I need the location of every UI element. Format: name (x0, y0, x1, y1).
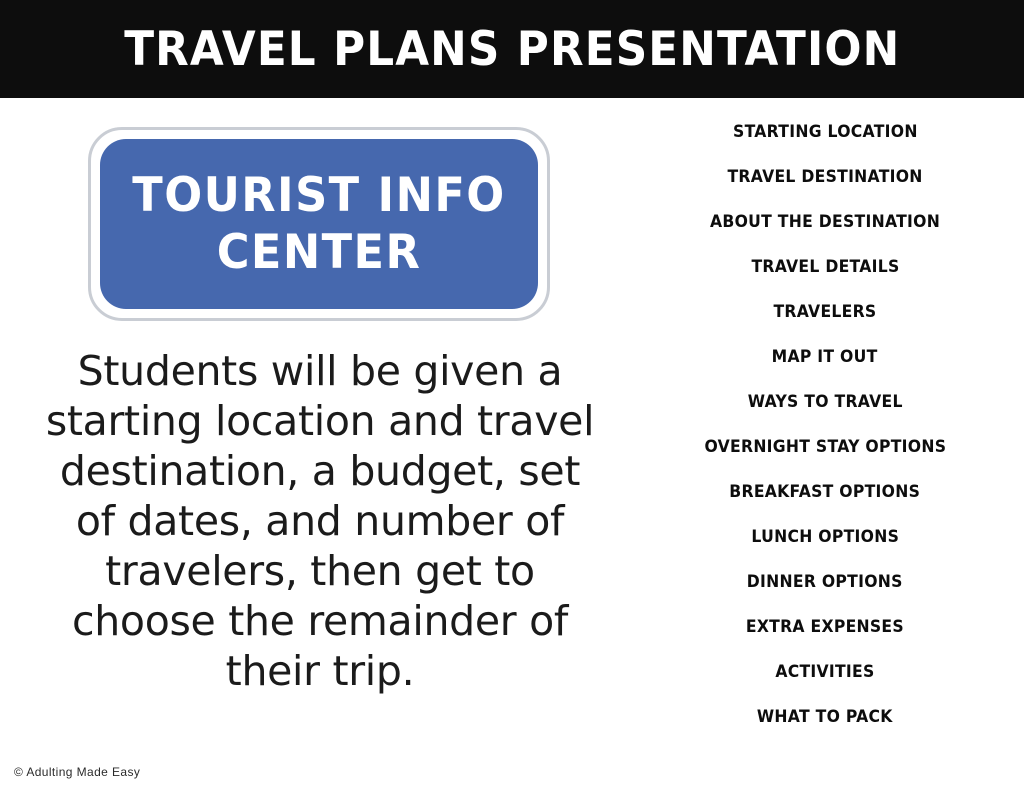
sign-label: TOURIST INFO CENTER (132, 167, 506, 280)
list-item: ACTIVITIES (775, 662, 875, 682)
list-item: DINNER OPTIONS (747, 572, 903, 592)
page-title: TRAVEL PLANS PRESENTATION (123, 21, 901, 77)
list-item: STARTING LOCATION (732, 122, 918, 142)
list-item: OVERNIGHT STAY OPTIONS (704, 437, 946, 457)
left-column (0, 98, 626, 791)
list-item: BREAKFAST OPTIONS (729, 482, 921, 502)
sign-panel (100, 139, 538, 309)
topics-list (626, 124, 1024, 726)
list-item: TRAVEL DETAILS (750, 257, 900, 277)
list-item: TRAVEL DESTINATION (727, 167, 923, 187)
list-item: WHAT TO PACK (757, 707, 893, 727)
list-item: WAYS TO TRAVEL (747, 392, 903, 412)
slide-content (0, 98, 1024, 791)
list-item: LUNCH OPTIONS (751, 527, 899, 547)
list-item: EXTRA EXPENSES (745, 617, 905, 637)
copyright-credit: © Adulting Made Easy (14, 765, 141, 779)
description-text: Students will be given a starting location and travel destination, a budget, set of dates, and number of travelers, then get to choose the remainder of their trip. (45, 347, 595, 696)
header-banner (0, 0, 1024, 98)
list-item: MAP IT OUT (772, 347, 878, 367)
list-item: ABOUT THE DESTINATION (709, 212, 941, 232)
tourist-info-sign (88, 127, 550, 321)
right-column (626, 98, 1024, 791)
list-item: TRAVELERS (773, 302, 877, 322)
